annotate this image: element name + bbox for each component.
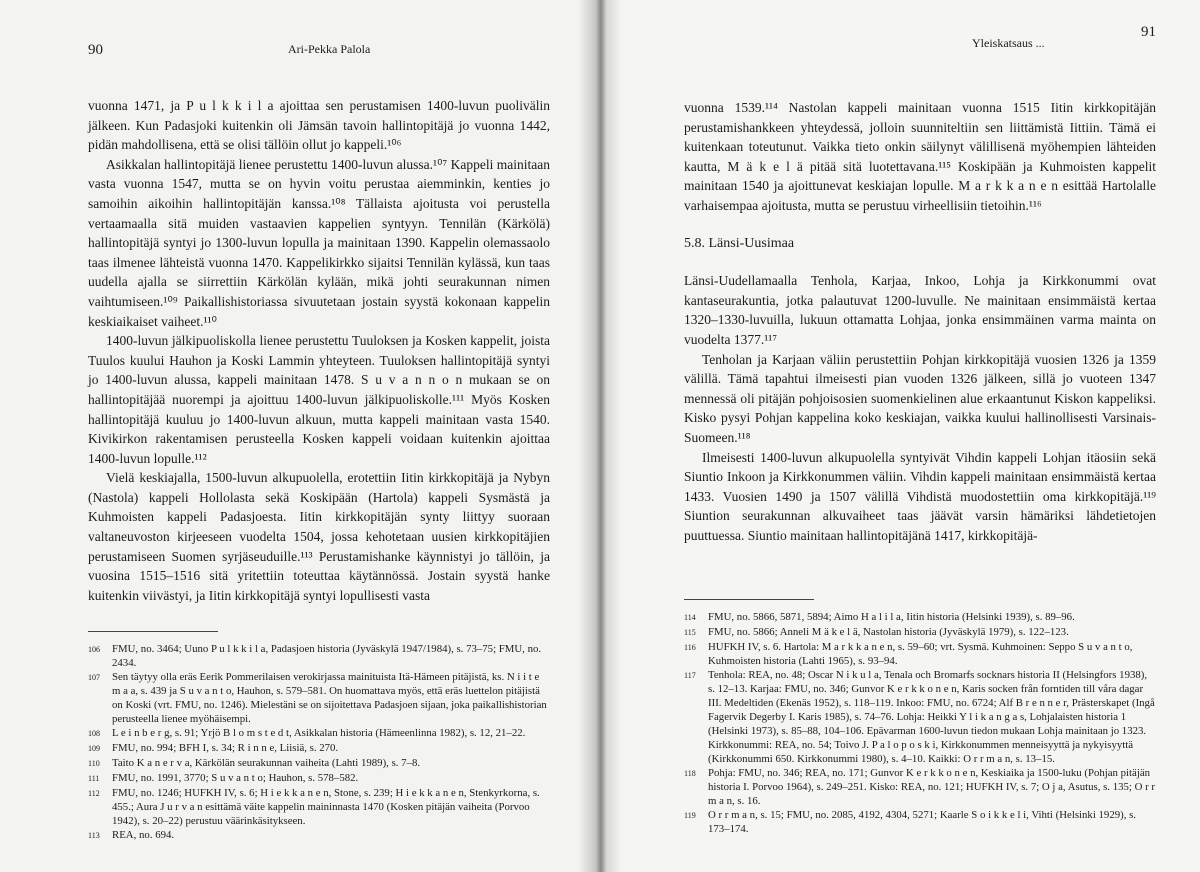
footnote — [684, 668, 1156, 766]
footnote — [88, 756, 550, 771]
footnote-text: HUFKH IV, s. 6. Hartola: M a r k k a n e n, s. 59–60; vrt. Sysmä. Kuhmoinen: Seppo S u v a n t o, Kuhmoisten historia (Lahti 1965), s. 93–94. — [708, 641, 1133, 668]
footnote-text: FMU, no. 5866, 5871, 5894; Aimo H a l i l a, Iitin historia (Helsinki 1939), s. 89–96. — [708, 611, 1075, 624]
right-page — [600, 0, 1200, 872]
paragraph: 1400-luvun jälkipuoliskolla lienee perustettu Tuuloksen ja Kosken kappelit, joista Tuulos kuului Hauhon ja Koski Lammin yhteyteen. Tuuloksen hallintopitäjä syntyi jo 1400-luvun alussa, kappeli mainitaan 1478. S u v a n n o n mukaan se on hallintopitäjää nuorempi ja ajoittuu 1400-luvun jälkipuoliskolle.¹¹¹ Myös Kosken hallintopitäjä kuuluu jo 1400-luvun alkuun, mutta kappeli mainitaan vasta 1540. Kivikirkon rakentamisen perusteella Kosken kappeli voidaan kuitenkin ajoittaa 1400-luvun lopulle.¹¹² — [88, 333, 550, 466]
footnote-number: 110 — [88, 759, 100, 769]
footnote-text: FMU, no. 5866; Anneli M ä k e l ä, Nastolan historia (Jyväskylä 1979), s. 122–123. — [708, 626, 1069, 639]
paragraph: Ilmeisesti 1400-luvun alkupuolella syntyivät Vihdin kappeli Lohjan itäosiin sekä Siuntio Inkoon ja Kirkkonummen väliin. Vihdin kappeli mainitaan ensimmäistä kertaa 1433. Vuosien 1490 ja 1507 välillä Vihdistä muodostettiin oma kirkkopitäjä.¹¹⁹ Siuntion seurakunnan alkuvaiheet taas jäävät varsin hämäriksi lähdetietojen puuttuessa. Siuntio mainitaan hallintopitäjänä 1417, kirkkopitäjä- — [684, 449, 1156, 543]
paragraph: Vielä keskiajalla, 1500-luvun alkupuolella, erotettiin Iitin kirkkopitäjä ja Nybyn (Nastola) kappeli Hollolasta sekä Koskipään (Hartola) kappeli Sysmästä ja Kuhmoisten kappeli Padasjoesta. Iitin kirkkopitäjän synty liittyy suoraan valtaneuvoston kirjeeseen vuodelta 1504, jossa kehotetaan uusien kirkkopitäjien perustamiseen Suomen syrjäseuduille.¹¹³ Perustamishanke käynnistyi jo tällöin, ja vuosina 1515–1516 sitä yritettiin toteuttaa käytännössä. Jostain syystä hanke kuitenkin viivästyi, ja Iitin kirkkopitäjä syntyi lopullisesti vasta — [88, 470, 550, 603]
footnote — [88, 726, 550, 741]
footnote — [684, 610, 1156, 625]
footnote — [684, 625, 1156, 640]
footnote — [88, 786, 550, 828]
footnote — [88, 741, 550, 756]
footnote-number: 118 — [684, 769, 696, 779]
footnote-text: L e i n b e r g, s. 91; Yrjö B l o m s t e d t, Asikkalan historia (Hämeenlinna 1982), s. 12, 21–22. — [112, 727, 526, 740]
page-number: 90 — [88, 42, 103, 58]
footnote-text: Pohja: FMU, no. 346; REA, no. 171; Gunvor K e r k k o n e n, Keskiaika ja 1500-luku (Pohjan pitäjän historia I. Porvoo 1964), s. 249–251. Kisko: REA, no. 121; HUFKH IV, s. 7; O j a, Asutus, s. 135; O r r m a n, s. 16. — [708, 767, 1155, 808]
running-head: Ari-Pekka Palola — [288, 42, 371, 56]
running-head: Yleiskatsaus ... — [972, 36, 1045, 50]
footnote — [88, 771, 550, 786]
footnote-number: 106 — [88, 645, 100, 655]
footnote-rule — [88, 631, 218, 632]
footnote-number: 109 — [88, 744, 100, 754]
left-page-header — [88, 0, 550, 56]
left-body-text — [88, 96, 550, 605]
footnote-number: 111 — [88, 774, 100, 784]
footnote-number: 119 — [684, 811, 696, 821]
footnote-number: 108 — [88, 729, 100, 739]
right-page-header — [684, 0, 1156, 56]
footnote — [684, 640, 1156, 668]
footnote-text: FMU, no. 994; BFH I, s. 34; R i n n e, Liisiä, s. 270. — [112, 742, 339, 755]
page-number: 91 — [1141, 24, 1156, 40]
paragraph: vuonna 1471, ja P u l k k i l a ajoittaa sen perustamisen 1400-luvun puolivälin jälkeen. Kun Padasjoki kuitenkin oli Jämsän tavoin hallintopitäjä jo vuonna 1442, pidän mahdollisena, että se olisi tällöin ollut jo kappeli.¹⁰⁶ — [88, 98, 550, 153]
footnote-number: 115 — [684, 628, 696, 638]
footnote — [88, 828, 550, 843]
footnote-text: Tenhola: REA, no. 48; Oscar N i k u l a, Tenala och Bromarfs socknars historia II (Helsingfors 1938), s. 12–13. Karjaa: FMU, no. 346; Gunvor K e r k k o n e n, Karis socken från forntiden till våra dagar III. Medeltiden (Ekenäs 1952), s. 118–119. Inkoo: FMU, no. 6724; Alf B r e n n e r, Prästerskapet (Ingå Fagervik Degerby I. Karis 1985), s. 74–76. Lohja: Heikki Y l i k a n g a s, Lohjalaisten historia 1 (Helsinki 1973), s. 85–88, 104–106. Epävarman 1600-luvun tiedon mukaan Lohja mainitaan jo 1323. Kirkkonummi: REA, no. 54; Toivo J. P a l o p o s k i, Kirkkonummen menneisyyttä ja nykyisyyttä (Kirkkonummi 650. Kirkkonummi 1980), s. 4–10. Kaikki: O r r m a n, s. 13–15. — [708, 669, 1155, 766]
footnote-rule — [684, 599, 814, 600]
section-heading: 5.8. Länsi-Uusimaa — [684, 235, 795, 251]
footnote-text: FMU, no. 3464; Uuno P u l k k i l a, Padasjoen historia (Jyväskylä 1947/1984), s. 73–75; FMU, no. 2434. — [112, 643, 542, 670]
paragraph: Länsi-Uudellamaalla Tenhola, Karjaa, Inkoo, Lohja ja Kirkkonummi ovat kantaseurakuntia, jotka palautuvat 1200-luvulle. Ne mainitaan ensimmäistä kertaa 1320–1330-luvuilla, lukuun ottamatta Lohjaa, jonka ensimmäinen varma mainta on vuodelta 1377.¹¹⁷ — [684, 273, 1156, 347]
footnote-number: 112 — [88, 789, 100, 799]
footnote — [684, 766, 1156, 808]
left-footnotes — [88, 642, 550, 843]
paragraph: Tenholan ja Karjaan väliin perustettiin Pohjan kirkkopitäjä vuosien 1326 ja 1359 välillä. Tämä tapahtui ilmeisesti pian vuoden 1326 jälkeen, sillä jo vuoteen 1347 mennessä oli pitäjän pohjoisosien suomenkielinen alue erkaantunut Kiskon kappeliksi. Kisko pysyi Pohjan kappelina koko keskiajan, vaikka kuului hallinollisesti Varsinais-Suomeen.¹¹⁸ — [684, 351, 1156, 445]
footnote-number: 107 — [88, 673, 100, 683]
paragraph: Asikkalan hallintopitäjä lienee perustettu 1400-luvun alussa.¹⁰⁷ Kappeli mainitaan vasta vuonna 1547, mutta se on hyvin voitu perustaa aiemminkin, kenties jo samoihin aikoihin hallintopitäjän kanssa.¹⁰⁸ Tällaista ajoitusta voi perustella vertaamaalla sitä muiden vastaavien kappelien syntyyn. Tennilän (Kärkölä) hallintopitäjä syntyi jo 1300-luvun lopulla ja mainitaan 1390. Kappelin olemassaolo taas ilmenee lähteistä vuonna 1470. Kappelikirkko sijaitsi Tennilän kylässä, kun taas uudella ajalla se siirrettiin Kärkölän kylään, mikä johti seurakunnan nimen vaihtumiseen.¹⁰⁹ Paikallishistoriassa sivuutetaan jostain syystä kokonaan kappelin keskiaikaiset vaiheet.¹¹⁰ — [88, 156, 550, 329]
right-body-text — [684, 98, 1156, 545]
footnote-text: REA, no. 694. — [112, 829, 175, 842]
footnote-text: FMU, no. 1246; HUFKH IV, s. 6; H i e k k a n e n, Stone, s. 239; H i e k k a n e n, Stenkyrkorna, s. 455.; Aura J u r v a n esittämä väite kappelin maininnasta 1470 (Kosken pitäjän vaiheita (Porvoo 1942), s. 20–22) perustuu väärinkäsitykseen. — [112, 787, 540, 828]
footnote-text: O r r m a n, s. 15; FMU, no. 2085, 4192, 4304, 5271; Kaarle S o i k k e l i, Vihti (Helsinki 1929), s. 173–174. — [708, 809, 1137, 836]
footnote — [684, 808, 1156, 836]
footnote-number: 113 — [88, 831, 100, 841]
paragraph: vuonna 1539.¹¹⁴ Nastolan kappeli mainitaan vuonna 1515 Iitin kirkkopitäjän perustamishankkeen yhteydessä, jolloin suunniteltiin sen liittämistä Iittiin. Tämä ei kuitenkaan toteutunut. Vaikka tieto onkin säilynyt välillisenä myöhempien lähteiden kautta, M ä k e l ä pitää sitä luotettavana.¹¹⁵ Koskipään ja Kuhmoisten kappelit mainitaan 1540 ja ajoittunevat keskiajan lopulle. M a r k k a n e n esittää Hartolalle varhaisempaa ajoitusta, mutta se perustuu virheellisiin tietoihin.¹¹⁶ — [684, 100, 1156, 213]
footnote — [88, 642, 550, 670]
footnote-text: Taito K a n e r v a, Kärkölän seurakunnan vaiheita (Lahti 1989), s. 7–8. — [112, 757, 421, 770]
footnote-number: 116 — [684, 643, 696, 653]
footnote-number: 114 — [684, 613, 696, 623]
footnote — [88, 670, 550, 726]
footnote-number: 117 — [684, 671, 696, 681]
footnote-text: FMU, no. 1991, 3770; S u v a n t o; Hauhon, s. 578–582. — [112, 772, 359, 785]
right-footnotes — [684, 610, 1156, 836]
footnote-text: Sen täytyy olla eräs Eerik Pommerilaisen verokirjassa mainituista Itä-Hämeen pitäjistä, ks. N i i t e m a a, s. 439 ja S u v a n t o, Hauhon, s. 579–581. On huomattava myös, että eräs luettelon pitäjistä on Koski (vrt. FMU, no. 1246). Mielestäni se on sijoitettava Padasjoen sijaan, joka paikallishistorian perusteella lienee myöhäisempi. — [112, 671, 547, 726]
